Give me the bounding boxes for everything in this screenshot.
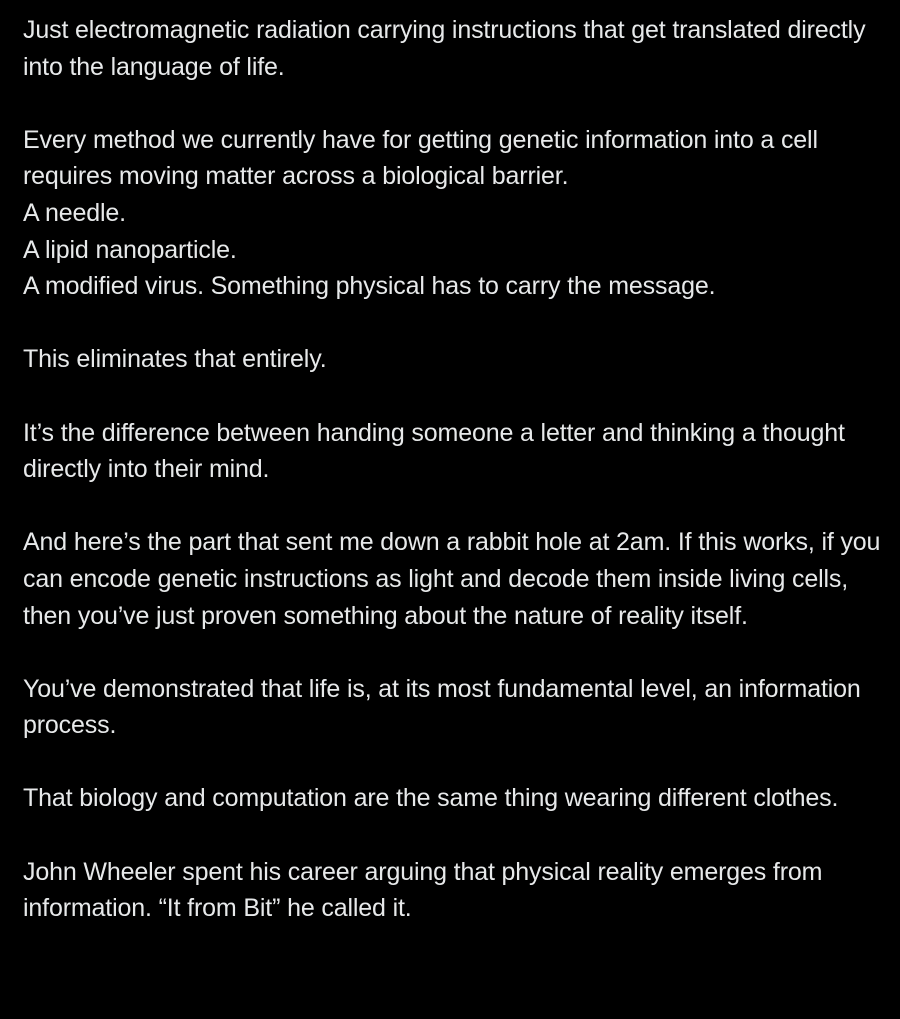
post-paragraph	[23, 415, 893, 488]
post-paragraph	[23, 12, 893, 85]
post-line: It’s the difference between handing someone a letter and thinking a thought directly into their mind.	[23, 418, 845, 484]
post-line: This eliminates that entirely.	[23, 345, 327, 374]
post-paragraph	[23, 780, 893, 817]
post-line: A needle.	[23, 198, 126, 227]
post-line: Every method we currently have for getting genetic information into a cell requires moving matter across a biological barrier.	[23, 125, 818, 191]
post-paragraph	[23, 671, 893, 744]
post-line: That biology and computation are the same thing wearing different clothes.	[23, 784, 839, 813]
post-line: Just electromagnetic radiation carrying instructions that get translated directly into the language of life.	[23, 16, 866, 81]
post-line: A lipid nanoparticle.	[23, 235, 237, 264]
post-line: And here’s the part that sent me down a rabbit hole at 2am. If this works, if you can encode genetic instructions as light and decode them inside living cells, then you’ve just proven something about the nature of reality itself.	[23, 528, 881, 630]
post-paragraph	[23, 854, 893, 927]
post-paragraph	[23, 524, 893, 634]
post-line: John Wheeler spent his career arguing that physical reality emerges from information. “It from Bit” he called it.	[23, 857, 823, 923]
post-paragraph	[23, 341, 893, 378]
post-paragraph	[23, 122, 893, 305]
post-line: A modified virus. Something physical has to carry the message.	[23, 272, 716, 301]
post-line: You’ve demonstrated that life is, at its most fundamental level, an information process.	[23, 674, 861, 740]
post-text-body	[23, 12, 893, 927]
